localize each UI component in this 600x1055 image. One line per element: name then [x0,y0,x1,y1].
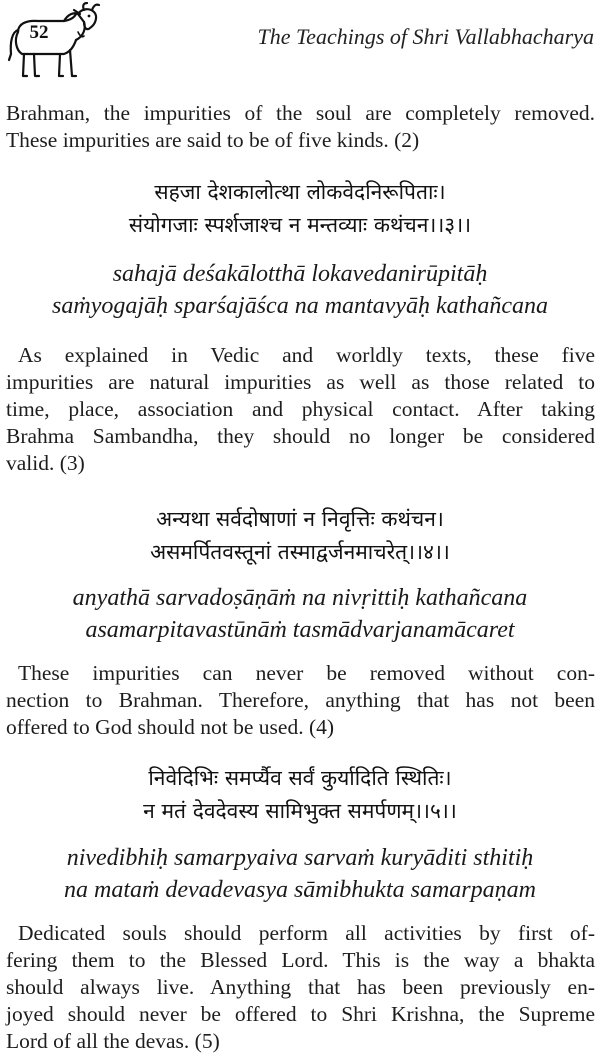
page-header [0,0,600,88]
text-line: should always live. Anything that has been previously en- [6,975,595,999]
verse-line: संयोगजाः स्पर्शजाश्च न मन्तव्याः कथंचन।।३।। [128,213,472,237]
transliteration-line: saṁyogajāḥ sparśajāśca na mantavyāḥ kathañcana [52,293,548,319]
text-line: Lord of all the devas. (5) [6,1029,220,1053]
text-line: offered to God should not be used. (4) [6,715,335,739]
running-title: The Teachings of Shri Vallabhacharya [257,24,594,49]
transliteration-line: na mataṁ devadevasya sāmibhukta samarpaṇam [64,877,536,903]
verse-devanagari [0,176,600,242]
transliteration-line: asamarpitavastūnāṁ tasmādvarjanamācaret [85,617,515,643]
verse-transliteration [0,842,600,906]
text-line: nection to Brahman. Therefore, anything that has not been [6,688,595,712]
text-line: valid. (3) [6,451,85,475]
text-line: These impurities can never be removed without con- [18,661,595,685]
verse-devanagari [0,762,600,828]
verse-line: अन्यथा सर्वदोषाणां न निवृत्तिः कथंचन। [156,507,444,531]
text-line: joyed should never be offered to Shri Krishna, the Supreme [6,1002,595,1026]
verse-line: असमर्पितवस्तूनां तस्माद्वर्जनमाचरेत्।।४।। [150,540,450,564]
verse-devanagari [0,503,600,569]
text-line: Brahman, the impurities of the soul are completely removed. [6,101,595,125]
verse-transliteration [0,582,600,646]
page-number: 52 [29,22,49,43]
verse-transliteration [0,258,600,322]
commentary-paragraph [0,342,600,477]
commentary-paragraph [0,920,600,1055]
paragraph-continuation [0,100,600,154]
verse-line: न मतं देवदेवस्य सामिभुक्त समर्पणम्।।५।। [143,799,457,823]
text-line: impurities are natural impurities as well as those related to [6,370,595,394]
verse-line: निवेदिभिः समर्प्यैव सर्वं कुर्यादिति स्थितिः। [148,766,452,790]
verse-line: सहजा देशकालोत्था लोकवेदनिरूपिताः। [154,180,446,204]
text-line: fering them to the Blessed Lord. This is the way a bhakta [6,948,595,972]
text-line: Brahma Sambandha, they should no longer be considered [6,424,595,448]
text-line: Dedicated souls should perform all activities by first of- [18,921,595,945]
commentary-paragraph [0,660,600,741]
text-line: As explained in Vedic and worldly texts, these five [18,343,595,367]
transliteration-line: anyathā sarvadoṣāṇāṁ na nivṛittiḥ kathañcana [72,585,528,611]
text-line: These impurities are said to be of five kinds. (2) [6,128,420,152]
transliteration-line: nivedibhiḥ samarpyaiva sarvaṁ kuryāditi sthitiḥ [66,845,534,871]
text-line: time, place, association and physical contact. After taking [6,397,595,421]
transliteration-line: sahajā deśakālotthā lokavedanirūpitāḥ [112,261,488,287]
